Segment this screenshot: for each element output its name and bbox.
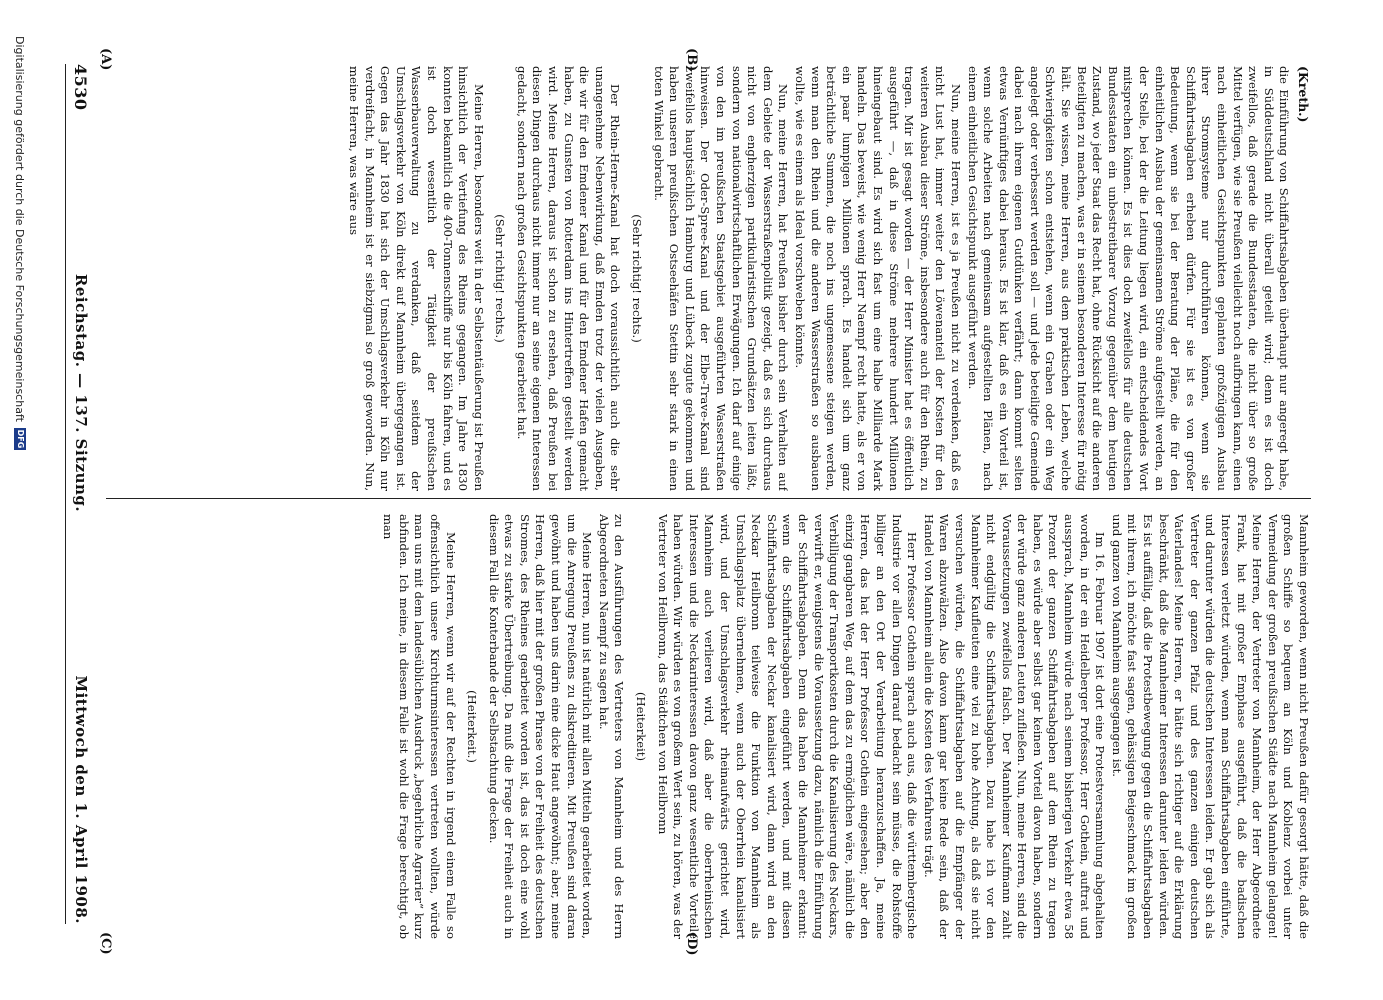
paragraph: Der Rhein-Herne-Kanal hat doch voraussichtlich auch die sehr unangenehme Nebenwirkung, daß Emden trotz der vielen Ausgaben, die wir für den Emdener Kanal und für den Emdener Hafen gemacht haben, zu Gunsten von Rotterdam ins Hintertreffen gestellt werden wird. Meine Herren, daraus ist schon zu ersehen, daß Preußen bei diesen Dingen durchaus nicht immer nur an seine eigenen Interessen gedacht, sondern nach großen Gesichtspunkten gearbeitet hat. <box>514 66 623 491</box>
paragraph: Nun, meine Herren, hat Preußen bisher durch sein Verhalten auf dem Gebiete der Wasserstraßenpolitik gezeigt, daß es sich durchaus nicht von engherzigen partikularistischen Grundsätzen leiten läßt, sondern von nationalwirtschaftlichen Erwägungen. Ich darf auf einige von den im preußischen Staatsgebiet ausgeführten Wasserstraßen hinweisen. Der Oder-Spree-Kanal und der Elbe-Trave-Kanal sind zweifellos hauptsächlich Hamburg und Lübeck zugute gekommen und haben unseren preußischen Ostseehäfen Stettin sehr stark in einen toten Winkel gebracht. <box>651 66 791 491</box>
paragraph: die Einführung von Schiffahrtsabgaben überhaupt nur angeregt habe, in Süddeutschland nicht überall geteilt wird; denn es ist doch zweifellos, daß gerade die Bundesstaaten, die nicht über so große Mittel verfügen, wie sie Preußen vielleicht noch aufbringen kann, einen nach einheitlichen Gesichtspunkten geplanten großzügigen Ausbau ihrer Stromsysteme nur durchführen können, wenn sie Schiffahrtsabgaben erheben dürfen. Für sie ist es von großer Bedeutung, wenn sie bei der Beratung der Pläne, die für den einheitlichen Ausbau der gemeinsamen Ströme aufgestellt werden, an der Stelle, bei der die Leitung liegen wird, ein entscheidendes Wort mitsprechen können. Es ist dies doch zweifellos für alle deutschen Bundesstaaten ein unbestreitbarer Vorzug gegenüber dem heutigen Zustand, wo jeder Staat das Recht hat, ohne Rücksicht auf die anderen Beteiligten zu machen, was er in seinem besonderen Interesse für nötig hält. Sie wissen, meine Herren, aus dem praktischen Leben, welche Schwierigkeiten schon entstehen, wenn ein Graben oder ein Weg angelegt oder verbessert werden soll — und jede beteiligte Gemeinde dabei nach ihrem eigenen Gutdünken verfährt; dann kommt selten etwas Vernünftiges dabei heraus. Es ist klar, daß es ein Vorteil ist, wenn solche Arbeiten nach gemeinsam aufgestellten Plänen, nach einem einheitlichen Gesichtspunkt ausgeführt werden. <box>965 66 1292 491</box>
dfg-logo-icon: DFG <box>16 429 25 449</box>
margin-marker-c: (C) <box>98 932 113 955</box>
paragraph: zu den Ausführungen des Vertreters von Mannheim und des Herrn Abgeordneten Naempf zu sagen hat. <box>596 514 627 939</box>
paragraph: Herr Professor Gothein sprach auch aus, daß die württembergische Industrie vor allen Dingen darauf bedacht sein müsse, die Rohstoffe billiger an den Ort der Verarbeitung heranzuschaffen. Ja, meine Herren, das hat der Herr Professor Gothein eingesehen; aber den einzig gangbaren Weg, auf dem das zu ermöglichen wäre, nämlich die Verbilligung der Transportkosten durch die Kanalisierung des Neckars, verwirft er, wenigstens die Voraussetzung dazu, nämlich die Einführung der Schiffahrtsabgaben. Denn das haben die Mannheimer erkannt: wenn die Schiffahrtsabgaben eingeführt werden, und mit diesen Schiffahrtsabgaben der Neckar kanalisiert wird, dann wird an den Neckar Heilbronn teilweise die Funktion von Mannheim als Umschlagsplatz übernehmen, wenn auch der Oberrhein kanalisiert wird, und der Umschlagsverkehr rheinaufwärts gerichtet wird, Mannheim auch verlieren wird, daß aber die oberrheinischen Interessen und die Neckarinteressen davon ganz wesentliche Vorteile haben würden. Wir würden es von großem Wert sein, zu hören, was der Vertreter von Heilbronn, das Städtchen von Heilbronn <box>655 514 920 939</box>
margin-marker-a: (A) <box>98 48 113 71</box>
left-text-column <box>106 66 1311 491</box>
paragraph: Meine Herren, nun ist natürlich mit allen Mitteln gearbeitet worden, um die Anregung Preußens zu diskreditieren. Mit Preußen sind daran gewöhnt und haben uns darin eine dicke Haut angewöhnt; aber, meine Herren, daß hier mit der großen Phrase von der Freiheit des deutschen Stromes, des Rheines gearbeitet worden ist, das ist doch eine wohl etwas zu starke Übertreibung. Da muß die Frage der Freiheit auch in diesem Fall die Konterbande der Selbstachtung decken. <box>486 514 595 939</box>
session-date: Mittwoch den 1. April 1908. <box>72 675 90 924</box>
paragraph: Mannheim geworden, wenn nicht Preußen dafür gesorgt hätte, daß die großen Schiffe so bequem an Köln und Koblenz vorbei unter Vermeidung der großen preußischen Städte nach Mannheim gelangen! Meine Herren, der Vertreter von Mannheim, der Herr Abgeordnete Frank, hat mit großer Emphase ausgeführt, daß die badischen Interessen verletzt würden, wenn man Schiffahrtsabgaben einführte, und darunter würden die deutschen Interessen leiden. Er gab sich als Vertreter der ganzen Pfalz und des ganzen einigen deutschen Vaterlandes! Meine Herren, er hätte sich richtiger auf die Erklärung beschränkt, daß die Mannheimer Interessen darunter leiden würden. Es ist auffällig, daß die Protestbewegung gegen die Schiffahrtsabgaben mit ihrem, ich möchte fast sagen, gehässigen Beigeschmack im großen und ganzen von Mannheim ausgegangen ist. <box>1109 514 1311 939</box>
margin-marker-b: (B) <box>684 48 699 72</box>
paragraph: Nun, meine Herren, ist es ja Preußen nicht zu verdenken, daß es nicht Lust hat, immer weiter den Löwenanteil der Kosten für den weiteren Ausbau dieser Ströme, insbesondere auch für den Rhein, zu tragen. Mir ist gesagt worden — der Herr Minister hat es öffentlich ausgeführt —, daß in diese Ströme mehrere hundert Millionen hineingebaut sind. Es wird sich fast um eine halbe Milliarde Mark handeln. Das beweist, wie wenig Herr Naempf recht hatte, als er von ein paar lumpigen Millionen sprach. Es handelt sich um ganz beträchtliche Summen, die noch ins ungemessene steigen werden, wenn man den Rhein und die anderen Wasserstraßen so ausbauen wollte, wie es einem als Ideal vorschweben könnte. <box>793 66 963 491</box>
paragraph: Meine Herren, wenn wir auf der Rechten in irgend einem Falle so offensichtlich unsere Kirchturmsinteressen vertreten wollten, würde man uns mit dem landesüblichen Ausdruck „begehrliche Agrarier“ kurz abfinden. Ich meine, in diesem Falle ist wohl die Frage berechtigt, ob man <box>381 514 458 939</box>
paragraph: Meine Herren, besonders weit in der Selbstentäußerung ist Preußen hinsichtlich der Vertiefung des Rheins gegangen. Im Jahre 1830 konnten bekanntlich die 400-Tonnenschiffe nur bis Köln fahren, und es ist doch wesentlich der Tätigkeit der preußischen Wasserbauverwaltung zu verdanken, daß seitdem der Umschlagsverkehr von Köln direkt auf Mannheim übergegangen ist. Gegen das Jahr 1830 hat sich der Umschlagsverkehr in Köln nur verdreifacht, in Mannheim ist er siebzigmal so groß geworden. Nun, meine Herren, was wäre aus <box>346 66 486 491</box>
interjection: (Heiterkeit.) <box>465 690 480 763</box>
footer-text: Digitalisierung gefördert durch die Deutsche Forschungsgemeinschaft <box>13 36 27 422</box>
right-text-column <box>106 514 1311 939</box>
interjection: (Sehr richtig! rechts.) <box>630 214 645 343</box>
column-divider <box>106 498 1311 499</box>
page-header <box>65 64 96 924</box>
page-number: 4530 <box>71 64 91 111</box>
interjection: (Sehr richtig! rechts.) <box>493 214 508 343</box>
margin-marker-d: (D) <box>684 932 699 956</box>
speaker-label: (Kreth.) <box>1296 66 1311 123</box>
paragraph: Im 16. Februar 1907 ist dort eine Protestversammlung abgehalten worden, in der ein Heidelberger Professor, Herr Gothein, auftrat und aussprach, Mannheim würde nach seinem bisherigen Verkehr etwa 58 Prozent der ganzen Schiffahrtsabgaben auf dem Rhein zu tragen haben, es würde aber selbst gar keinen Vorteil davon haben, sondern der würde ganz anderen Leuten zufließen. Nun, meine Herren, sind die Voraussetzungen zweifellos falsch. Der Mannheimer Kaufmann zahlt nicht endgültig die Schiffahrtsabgaben. Dazu habe ich vor den Mannheimer Kaufleuten eine viel zu hohe Achtung, als daß sie nicht versuchen würden, die Schiffahrtsabgaben auf die Empfänger der Waren abzuwälzen. Also davon kann gar keine Rede sein, daß der Handel von Mannheim allein die Kosten des Verfahrens trägt. <box>921 514 1108 939</box>
session-title: Reichstag. — 137. Sitzung. <box>72 273 90 513</box>
interjection: (Heiterkeit) <box>634 691 649 762</box>
digitization-footer <box>11 36 29 966</box>
